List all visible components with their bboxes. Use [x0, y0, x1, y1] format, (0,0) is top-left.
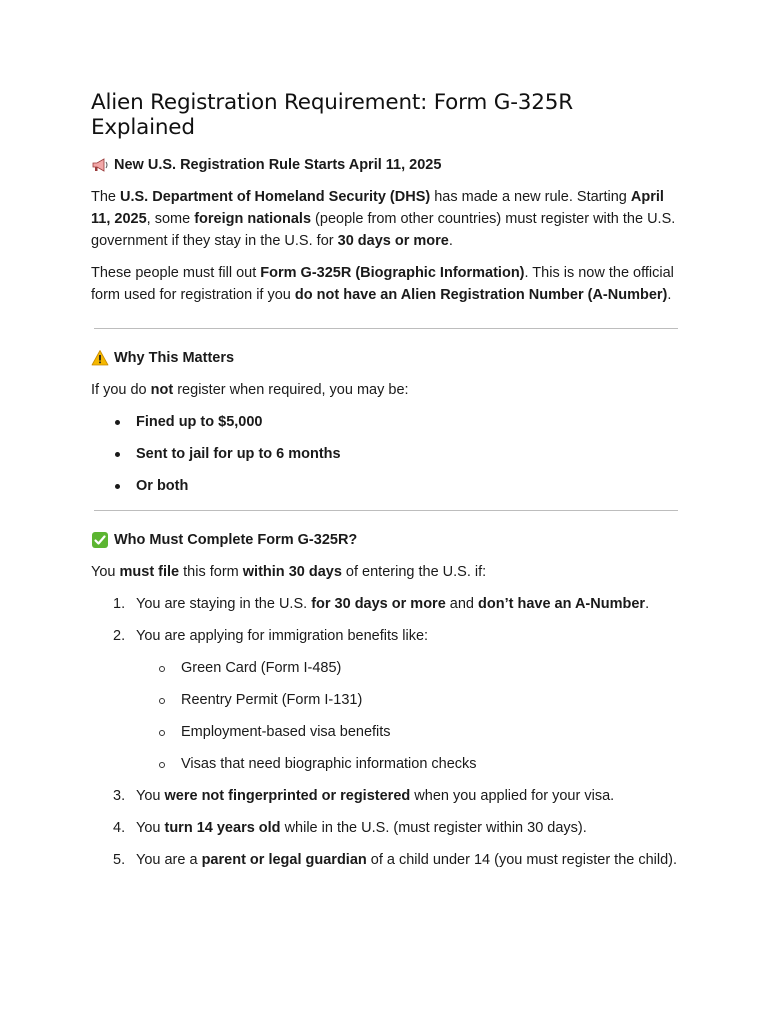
list-item: 1. You are staying in the U.S. for 30 days or more and don’t have an A-Number. — [113, 596, 650, 612]
benefits-sublist — [136, 657, 683, 775]
warning-icon — [91, 349, 109, 367]
section-divider — [94, 328, 678, 329]
list-item: Fined up to $5,000 — [91, 411, 683, 433]
list-item: Or both — [91, 475, 683, 497]
section-divider — [94, 510, 678, 511]
megaphone-icon — [91, 156, 109, 174]
sublist-item: Visas that need biographic information checks — [136, 753, 683, 775]
penalty-list — [91, 411, 683, 497]
intro-paragraph-2: These people must fill out Form G-325R (Biographic Information). This is now the official form used for registration if you do not have an Alien Registration Number (A-Number). — [91, 265, 674, 303]
sublist-item: Reentry Permit (Form I-131) — [136, 689, 683, 711]
section-heading-label: Why This Matters — [114, 350, 235, 366]
who-lead: You must file this form within 30 days of entering the U.S. if: — [91, 564, 487, 580]
sublist-item: Green Card (Form I-485) — [136, 657, 683, 679]
check-mark-icon — [91, 531, 109, 549]
page-title: Alien Registration Requirement: Form G-325R Explained — [91, 90, 573, 140]
list-item: Sent to jail for up to 6 months — [91, 443, 683, 465]
requirements-list — [91, 593, 683, 871]
why-lead: If you do not register when required, you may be: — [91, 382, 409, 398]
list-item: 4. You turn 14 years old while in the U.S. (must register within 30 days). — [113, 820, 587, 836]
section-heading-why — [91, 347, 683, 369]
document-content — [91, 90, 683, 881]
sublist-item: Employment-based visa benefits — [136, 721, 683, 743]
intro-paragraph-1: The U.S. Department of Homeland Security (DHS) has made a new rule. Starting April 11, 2025, some foreign nationals (people from other countries) must register with the U.S. government if they stay in the U.S. for 30 days or more. — [91, 189, 676, 249]
section-heading-label: Who Must Complete Form G-325R? — [114, 532, 358, 548]
list-item: 3. You were not fingerprinted or registered when you applied for your visa. — [113, 788, 615, 804]
section-heading-who — [91, 529, 683, 551]
list-item: 5. You are a parent or legal guardian of a child under 14 (you must register the child). — [113, 852, 678, 868]
section-heading-new-rule — [91, 154, 683, 176]
section-heading-label: New U.S. Registration Rule Starts April 11, 2025 — [114, 157, 442, 173]
list-item: 2. You are applying for immigration benefits like: Green Card (Form I-485) Reentry Permit (Form I-131) Employment-based visa benefits Visas that need biographic information checks — [91, 625, 683, 775]
